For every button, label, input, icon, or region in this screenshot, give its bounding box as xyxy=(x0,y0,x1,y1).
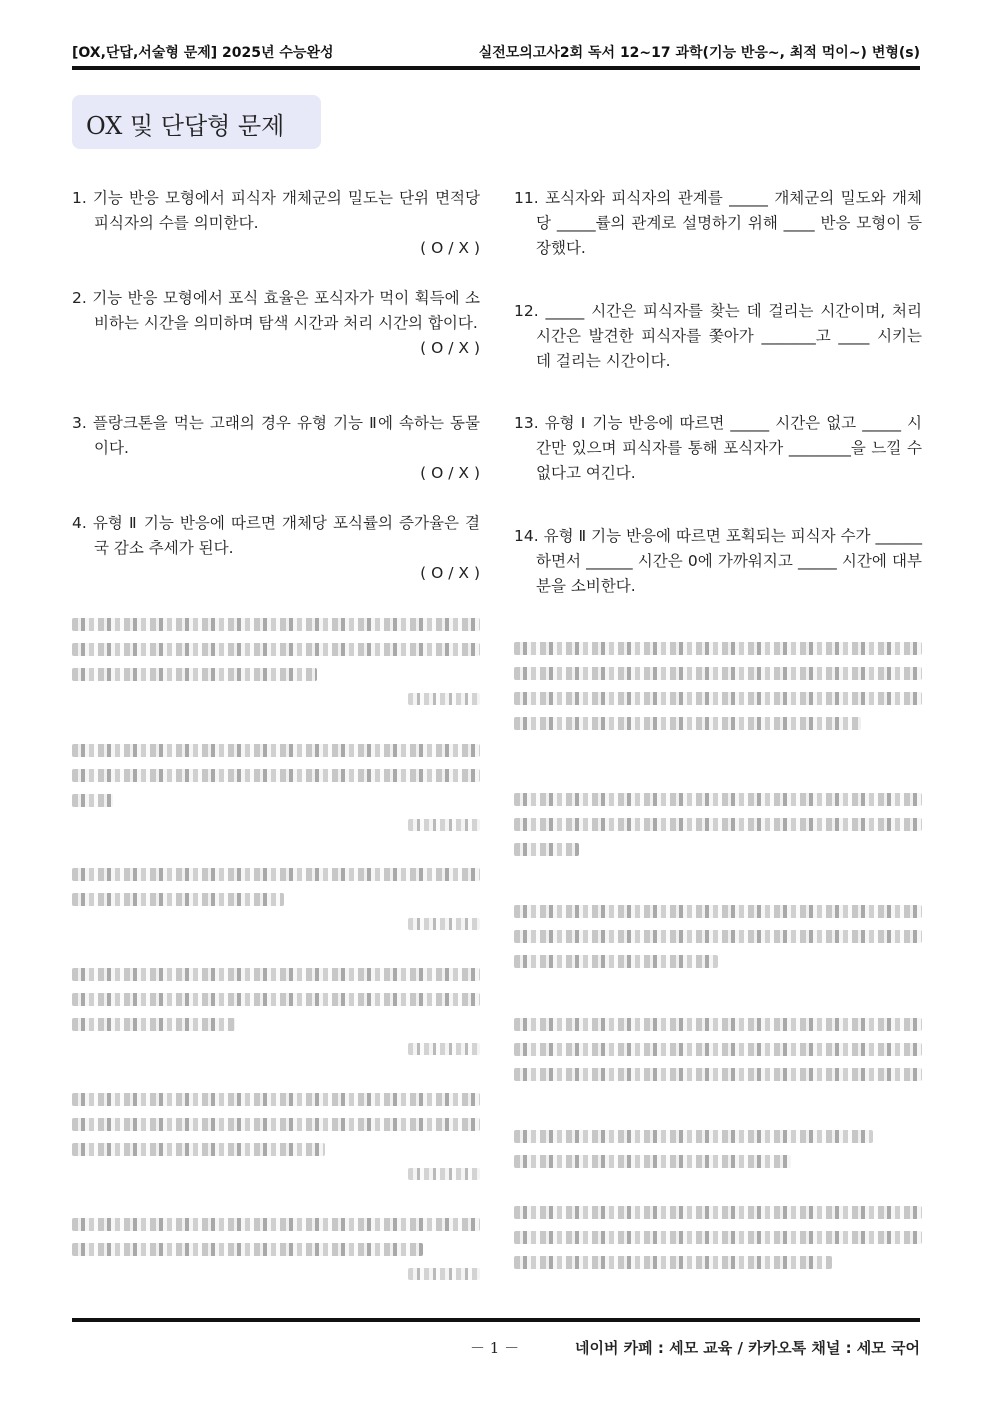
section-title: OX 및 단답형 문제 xyxy=(86,112,285,140)
header-right-title: 실전모의고사2회 독서 12~17 과학(기능 반응~, 최적 먹이~) 변형(s) xyxy=(478,45,920,61)
question-13 xyxy=(514,411,922,486)
question-12 xyxy=(514,299,922,374)
ox-answer-choice[interactable]: ( O / X ) xyxy=(420,464,480,482)
question-text: 3. 플랑크톤을 먹는 고래의 경우 유형 기능 Ⅱ에 속하는 동물이다. xyxy=(72,414,480,457)
question-1 xyxy=(72,186,480,261)
obscured-question xyxy=(514,636,922,742)
ox-answer-choice[interactable]: ( O / X ) xyxy=(420,339,480,357)
question-text: 14. 유형 Ⅱ 기능 반응에 따르면 포획되는 피식자 수가 ______하면서 ______ 시간은 0에 가까워지고 _____ 시간에 대부분을 소비한다. xyxy=(514,527,922,595)
ox-answer-choice[interactable]: ( O / X ) xyxy=(420,239,480,257)
question-4 xyxy=(72,511,480,586)
footer-divider xyxy=(72,1318,920,1322)
question-2 xyxy=(72,286,480,361)
section-heading-box xyxy=(72,95,321,149)
header-left-title: [OX,단답,서술형 문제] 2025년 수능완성 xyxy=(72,45,334,61)
obscured-question xyxy=(514,787,922,868)
obscured-question xyxy=(514,1124,922,1180)
header-divider xyxy=(72,66,920,70)
obscured-question xyxy=(72,1212,480,1280)
obscured-question xyxy=(72,738,480,831)
question-text: 13. 유형 Ⅰ 기능 반응에 따르면 _____ 시간은 없고 _____ 시간만 있으며 피식자를 통해 포식자가 ________을 느낄 수 없다고 여긴다. xyxy=(514,414,922,482)
footer-contact: 네이버 카페 : 세모 교육 / 카카오톡 채널 : 세모 국어 xyxy=(574,1339,920,1357)
obscured-question xyxy=(72,862,480,930)
question-text: 4. 유형 Ⅱ 기능 반응에 따르면 개체당 포식률의 증가율은 결국 감소 추세가 된다. xyxy=(72,514,480,557)
question-11 xyxy=(514,186,922,261)
obscured-question xyxy=(514,1012,922,1093)
question-text: 11. 포식자와 피식자의 관계를 _____ 개체군의 밀도와 개체당 _____률의 관계로 설명하기 위해 ____ 반응 모형이 등장했다. xyxy=(514,189,922,257)
question-text: 1. 기능 반응 모형에서 피식자 개체군의 밀도는 단위 면적당 피식자의 수를 의미한다. xyxy=(72,189,480,232)
obscured-question xyxy=(72,612,480,705)
ox-answer-choice[interactable]: ( O / X ) xyxy=(420,564,480,582)
obscured-question xyxy=(514,1200,922,1281)
page-number: － 1 － xyxy=(470,1339,520,1357)
question-3 xyxy=(72,411,480,486)
obscured-question xyxy=(72,1087,480,1180)
question-text: 12. _____ 시간은 피식자를 찾는 데 걸리는 시간이며, 처리 시간은 발견한 피식자를 쫓아가 _______고 ____ 시키는 데 걸리는 시간이다. xyxy=(514,302,922,370)
obscured-question xyxy=(72,962,480,1055)
obscured-question xyxy=(514,899,922,980)
question-text: 2. 기능 반응 모형에서 포식 효율은 포식자가 먹이 획득에 소비하는 시간을 의미하며 탐색 시간과 처리 시간의 합이다. xyxy=(72,289,480,332)
question-14 xyxy=(514,524,922,599)
